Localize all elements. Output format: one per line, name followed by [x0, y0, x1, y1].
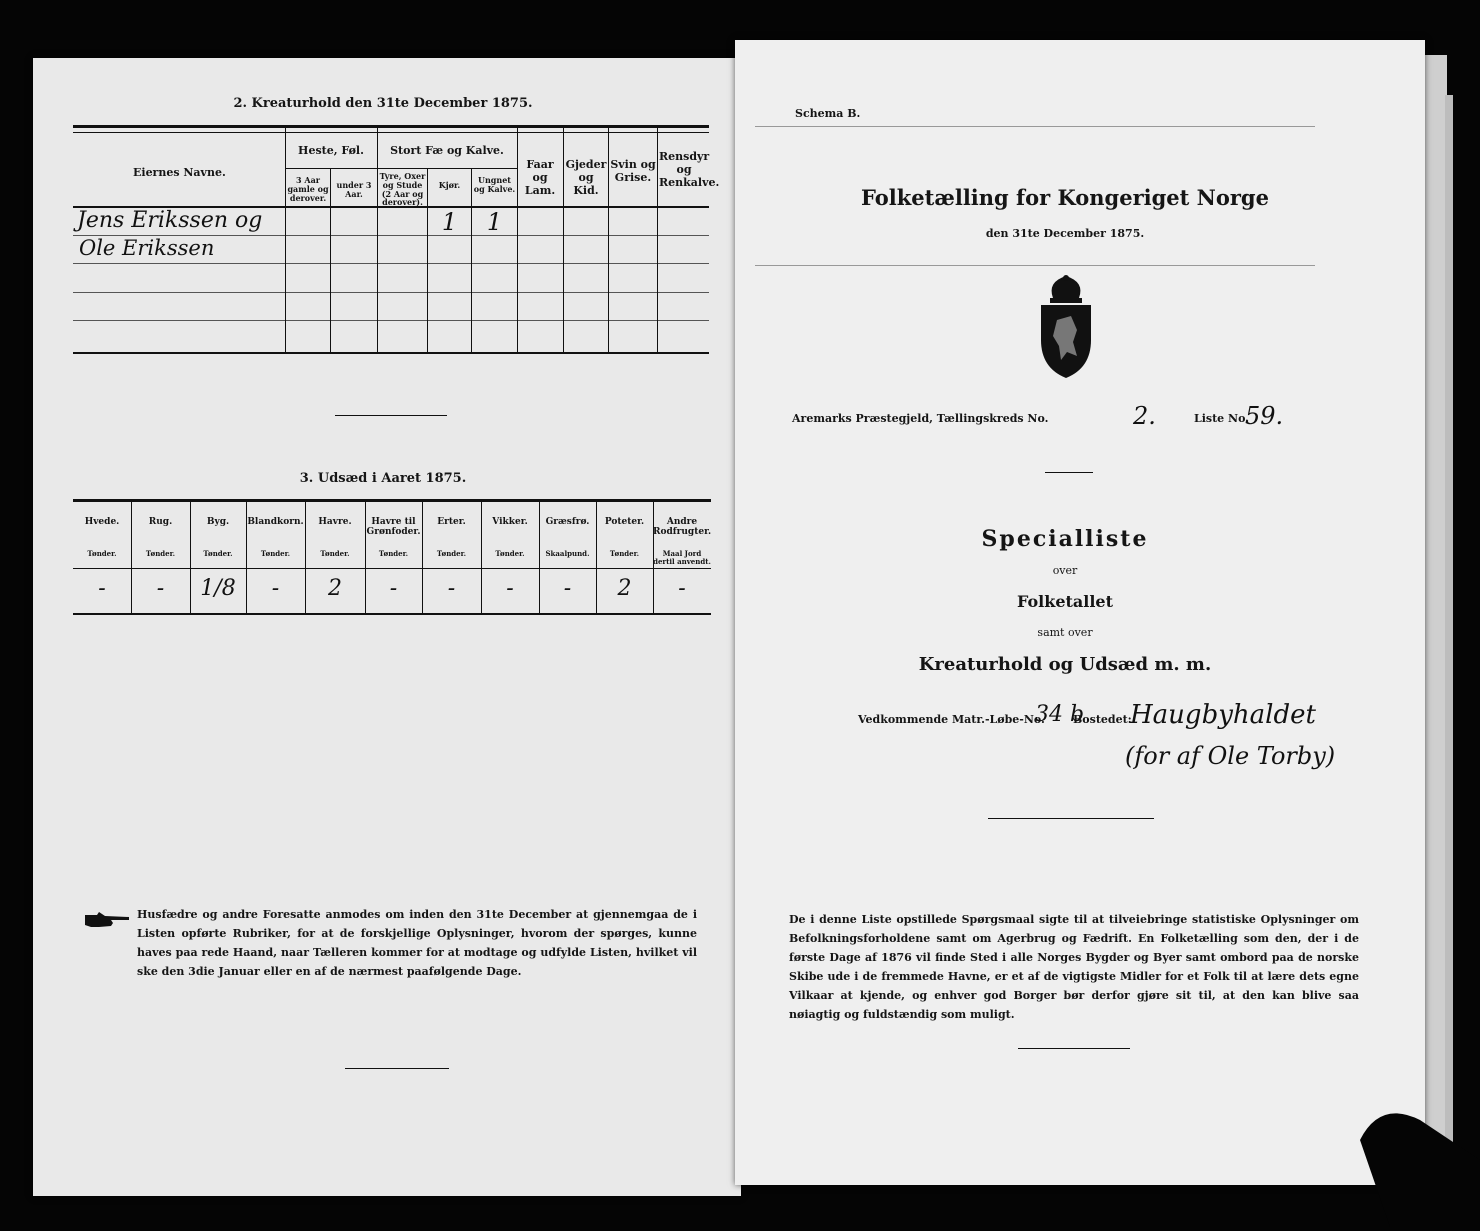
page-stack-edge [1425, 55, 1447, 1165]
col-heste-header: Heste, Føl. [298, 144, 364, 157]
col-storfe-sub3: Ungnet og Kalve. [473, 175, 516, 194]
divider [335, 415, 447, 416]
seed-col-header: Byg. [206, 517, 230, 527]
seed-col-header: Havre. [318, 517, 352, 527]
col-rensdyr-header: Rensdyr og Renkalve. [659, 150, 720, 189]
main-title: Folketælling for Kongeriget Norge [861, 185, 1269, 210]
seed-col-unit: Tønder. [378, 549, 409, 558]
seed-value: - [506, 576, 514, 601]
page-stack-edge [1445, 95, 1453, 1145]
bottom-divider [1018, 1048, 1130, 1049]
specialliste-heading: Specialliste [981, 526, 1149, 552]
seed-value: 2 [328, 576, 342, 601]
kreaturhold-heading: Kreaturhold og Udsæd m. m. [918, 654, 1212, 675]
col-heste-sub1: 3 Aar gamle og derover. [287, 175, 329, 203]
matr-label: Vedkommende Matr.-Løbe-No. [858, 713, 1045, 726]
col-heste-sub2: under 3 Aar. [336, 180, 372, 199]
parish-label: Aremarks Præstegjeld, Tællingskreds No. [792, 412, 1049, 425]
col-gjeder-header: Gjeder og Kid. [565, 158, 607, 197]
section2-title: 2. Kreaturhold den 31te December 1875. [233, 96, 533, 111]
bostedet-note: (for af Ole Torby) [1125, 742, 1336, 770]
seed-value: 1/8 [200, 576, 236, 601]
bostedet-value: Haugbyhaldet [1130, 700, 1316, 730]
section3-title: 3. Udsæd i Aaret 1875. [299, 471, 467, 486]
left-page [33, 58, 741, 1196]
coat-of-arms-icon [1033, 272, 1099, 386]
matr-number: 34 b [1035, 702, 1085, 727]
seed-col-unit: Tønder. [320, 549, 350, 558]
owner-name-row2: Ole Erikssen [79, 236, 215, 260]
seed-col-unit: Tønder. [145, 549, 176, 558]
seed-col-unit: Skaalpund. [545, 549, 590, 558]
footer-text: De i denne Liste opstillede Spørgsmaal sigte til at tilveiebringe statistiske Oplysninger om Befolkningsforholdene samt om Agerbrug og Fædrift. En Folketælling som den, der i de første Dage af 1876 vil finde Sted i alle Norges Bygder og Byer samt ombord paa de norske Skibe ude i de fremmede Havne, er et af de vigtigste Midler for et Folk til at lære dets egne Vilkaar at kjende, og enhver god Borger bør derfor gjøre sit til, at den kan blive saa nøiagtig og fuldstændig som muligt. [789, 913, 1359, 1021]
kreds-number: 2. [1133, 402, 1156, 430]
seed-value: - [389, 576, 398, 601]
col-faar-header: Faar og Lam. [524, 158, 556, 197]
seed-col-unit: Tønder. [436, 549, 467, 558]
seed-value: - [678, 576, 686, 601]
page-corner-shadow [1360, 1100, 1480, 1227]
col-storfe-sub1: Tyre, Oxer og Stude (2 Aar og derover). [379, 171, 426, 208]
seed-col-header: Græsfrø. [545, 517, 590, 527]
seed-value: - [156, 576, 165, 601]
main-date: den 31te December 1875. [985, 227, 1145, 240]
seed-value: - [447, 576, 456, 601]
seed-col-header: Poteter. [604, 517, 645, 527]
divider [988, 818, 1154, 819]
liste-label: Liste No. [1194, 412, 1250, 425]
col-name-header: Eiernes Navne. [133, 166, 226, 179]
seed-col-unit: Tønder. [609, 549, 640, 558]
owner-name-row1: Jens Erikssen og [77, 208, 263, 233]
seed-value: 2 [617, 576, 632, 601]
seed-col-header: Erter. [437, 517, 466, 527]
ungnet-value: 1 [486, 208, 503, 236]
seed-value: - [98, 576, 106, 601]
seed-col-unit: Maal Jord dertil anvendt. [653, 549, 711, 566]
seed-col-unit: Tønder. [260, 549, 291, 558]
pointing-hand-icon [83, 910, 133, 934]
liste-number: 59. [1245, 402, 1284, 430]
seed-col-header: Blandkorn. [247, 517, 304, 527]
col-storfe-header: Stort Fæ og Kalve. [390, 144, 504, 157]
folketallet-heading: Folketallet [1017, 592, 1113, 611]
notice-text: Husfædre og andre Foresatte anmodes om inden den 31te December at gjennemgaa de i Listen opførte Rubriker, for at de forskjellige Oplysninger, hvorom der spørges, kunne haves paa rede Haand, naar Tælleren kommer for at modtage og udfylde Listen, hvilket vil ske den 3die Januar eller en af de nærmest paafølgende Dage. [137, 908, 697, 978]
seed-col-unit: Tønder. [495, 549, 525, 558]
seed-col-header: Vikker. [492, 517, 528, 527]
schema-label: Schema B. [795, 107, 861, 120]
seed-value: - [271, 576, 280, 601]
right-page [735, 40, 1425, 1185]
seed-col-header: Rug. [148, 517, 173, 527]
seed-col-header: Andre Rodfrugter. [653, 517, 712, 537]
over-text: over [1052, 564, 1078, 577]
seed-col-unit: Tønder. [203, 549, 233, 558]
bottom-divider [345, 1068, 449, 1069]
kjor-value: 1 [441, 208, 458, 236]
seed-col-header: Hvede. [84, 517, 120, 527]
bostedet-label: Bostedet: [1073, 713, 1132, 726]
samt-over-text: samt over [1037, 626, 1093, 639]
seed-value: - [563, 576, 572, 601]
divider [1045, 472, 1093, 473]
seed-col-unit: Tønder. [87, 549, 117, 558]
seed-col-header: Havre til Grønfoder. [366, 517, 421, 537]
col-storfe-sub2: Kjør. [438, 180, 461, 190]
col-svin-header: Svin og Grise. [610, 158, 656, 184]
